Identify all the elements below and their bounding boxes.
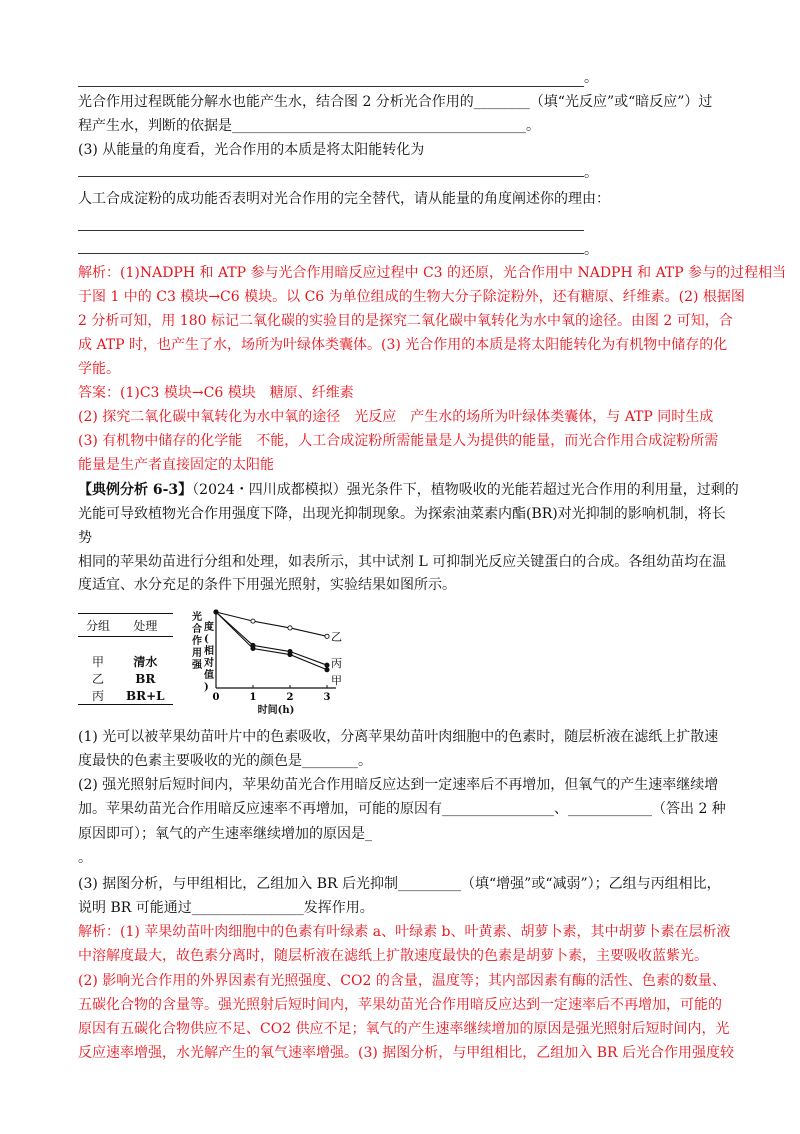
grouping-table bbox=[78, 613, 173, 705]
analysis-line: 学能。 bbox=[78, 361, 120, 377]
answer-blank-line[interactable] bbox=[78, 176, 584, 177]
question-line: 原因即可）；氧气的产生速率继续增加的原因是_ bbox=[78, 826, 372, 842]
analysis-line: 于图 1 中的 C3 模块→C6 模块。以 C6 为单位组成的生物大分子除淀粉外，还有糖原、纤维素。(2) 根据图 bbox=[78, 289, 745, 305]
example-line: 相同的苹果幼苗进行分组和处理，如表所示，其中试剂 L 可抑制光反应关键蛋白的合成。各组幼苗均在温 bbox=[78, 554, 727, 570]
question-2-part: 光合作用过程既能分解水也能产生水，结合图 2 分析光合作用的________（填“光反应”或“暗反应”）过 bbox=[78, 94, 713, 110]
series-line bbox=[216, 612, 327, 665]
answer-blank-line[interactable] bbox=[78, 86, 584, 87]
analysis-line: 2 分析可知，用 180 标记二氧化碳的实验目的是探究二氧化碳中氧转化为水中氧的途径。由图 2 可知，合 bbox=[78, 313, 733, 329]
analysis-line: 原因有五碳化合物供应不足、CO2 供应不足；氧气的产生速率继续增加的原因是强光照射后短时间内，光 bbox=[78, 1021, 730, 1037]
table-header: 分组 bbox=[78, 614, 118, 637]
table-cell: BR+L bbox=[118, 687, 173, 705]
question-line: (3) 据图分析，与甲组相比，乙组加入 BR 后光抑制_________（填“增强”或“减弱”）；乙组与丙组相比， bbox=[78, 876, 721, 892]
question-line: 度最快的色素主要吸收的光的颜色是________。 bbox=[78, 753, 372, 769]
data-point bbox=[251, 646, 255, 650]
x-axis-label: 时间(h) bbox=[257, 705, 295, 716]
analysis-line: 解析：(1) 苹果幼苗叶肉细胞中的色素有叶绿素 a、叶绿素 b、叶黄素、胡萝卜素，其中胡萝卜素在层析液 bbox=[78, 924, 731, 940]
example-heading bbox=[78, 480, 739, 500]
data-point bbox=[288, 652, 292, 656]
series-line bbox=[216, 612, 327, 636]
answer-blank-line[interactable] bbox=[78, 253, 584, 254]
table-cell: 甲 bbox=[92, 655, 105, 669]
table-header: 处理 bbox=[118, 614, 173, 637]
answer-line: 答案：(1)C3 模块→C6 模块 糖原、纤维素 bbox=[78, 385, 354, 401]
table-cell: 乙 bbox=[92, 672, 105, 686]
data-point bbox=[251, 619, 255, 623]
series-label: 甲 bbox=[331, 673, 342, 687]
answer-blank-line[interactable] bbox=[78, 230, 584, 231]
question-2-part: 程产生水，判断的依据是__________________________________________。 bbox=[78, 118, 540, 134]
question-3-part: 人工合成淀粉的成功能否表明对光合作用的完全替代，请从能量的角度阐述你的理由： bbox=[78, 191, 610, 207]
data-point bbox=[288, 626, 292, 630]
question-line: (1) 光可以被苹果幼苗叶片中的色素吸收，分离苹果幼苗叶肉细胞中的色素时，随层析液在滤纸上扩散速 bbox=[78, 729, 719, 745]
example-intro: （2024・四川成都模拟）强光条件下，植物吸收的光能若超过光合作用的利用量，过剩的 bbox=[192, 482, 739, 498]
example-tag: 【典例分析 6-3】 bbox=[78, 482, 193, 498]
question-3: (3) 从能量的角度看，光合作用的本质是将太阳能转化为 bbox=[78, 142, 425, 158]
question-line: 说明 BR 可能通过________________发挥作用。 bbox=[78, 900, 374, 916]
answer-line: (2) 探究二氧化碳中氧转化为水中氧的途径 光反应 产生水的场所为叶绿体类囊体，与 ATP 同时生成 bbox=[78, 409, 714, 425]
analysis-line: 反应速率增强，水光解产生的氧气速率增强。(3) 据图分析，与甲组相比，乙组加入 BR 后光合作用强度较 bbox=[78, 1045, 735, 1061]
photosynthesis-chart bbox=[178, 600, 368, 720]
x-tick-label: 0 bbox=[212, 692, 220, 703]
table-cell: 清水 bbox=[133, 655, 158, 669]
example-line: 势 bbox=[78, 530, 92, 546]
question-line: 。 bbox=[78, 850, 92, 866]
analysis-line: 五碳化合物的含量等。强光照射后短时间内，苹果幼苗光合作用暗反应达到一定速率后不再增加，可能的 bbox=[78, 997, 722, 1013]
data-point bbox=[325, 663, 329, 667]
series-label: 丙 bbox=[331, 657, 342, 671]
answer-line: (3) 有机物中储存的化学能 不能，人工合成淀粉所需能量是人为提供的能量，而光合作用合成淀粉所需 bbox=[78, 433, 719, 449]
period: 。 bbox=[584, 70, 598, 86]
data-point bbox=[214, 610, 218, 614]
analysis-line: 解析：(1)NADPH 和 ATP 参与光合作用暗反应过程中 C3 的还原，光合作用中 NADPH 和 ATP 参与的过程相当 bbox=[78, 265, 787, 281]
analysis-line: 中溶解度最大，故色素分离时，随层析液在滤纸上扩散速度最快的色素是胡萝卜素，主要吸收蓝紫光。 bbox=[78, 948, 708, 964]
x-tick-label: 3 bbox=[323, 692, 331, 703]
table-cell: 丙 bbox=[78, 687, 118, 705]
svg-text:光合作用强度(相对值): 光合作用强度(相对值) bbox=[192, 612, 214, 693]
example-line: 光能可导致植物光合作用强度下降，出现光抑制现象。为探索油菜素内酯(BR)对光抑制的影响机制，将长 bbox=[78, 506, 726, 522]
example-line: 度适宜、水分充足的条件下用强光照射，实验结果如图所示。 bbox=[78, 577, 456, 593]
question-line: 加。苹果幼苗光合作用暗反应速率不再增加，可能的原因有________________、____________（答出 2 种 bbox=[78, 801, 726, 817]
answer-line: 能量是生产者直接固定的太阳能 bbox=[78, 457, 274, 473]
period: 。 bbox=[584, 165, 598, 181]
question-line: (2) 强光照射后短时间内，苹果幼苗光合作用暗反应达到一定速率后不再增加，但氧气的产生速率继续增 bbox=[78, 777, 719, 793]
table-cell: BR bbox=[135, 671, 156, 686]
analysis-line: (2) 影响光合作用的外界因素有光照强度、CO2 的含量，温度等；其内部因素有酶的活性、色素的数量、 bbox=[78, 973, 726, 989]
x-tick-label: 2 bbox=[286, 692, 294, 703]
data-point bbox=[325, 634, 329, 638]
x-tick-label: 1 bbox=[249, 692, 257, 703]
y-axis-label bbox=[191, 610, 214, 693]
series-line bbox=[216, 612, 327, 670]
analysis-line: 成 ATP 时，也产生了水，场所为叶绿体类囊体。(3) 光合作用的本质是将太阳能转化为有机物中储存的化 bbox=[78, 337, 728, 353]
series-label: 乙 bbox=[331, 630, 342, 644]
data-point bbox=[325, 668, 329, 672]
period: 。 bbox=[584, 242, 598, 258]
